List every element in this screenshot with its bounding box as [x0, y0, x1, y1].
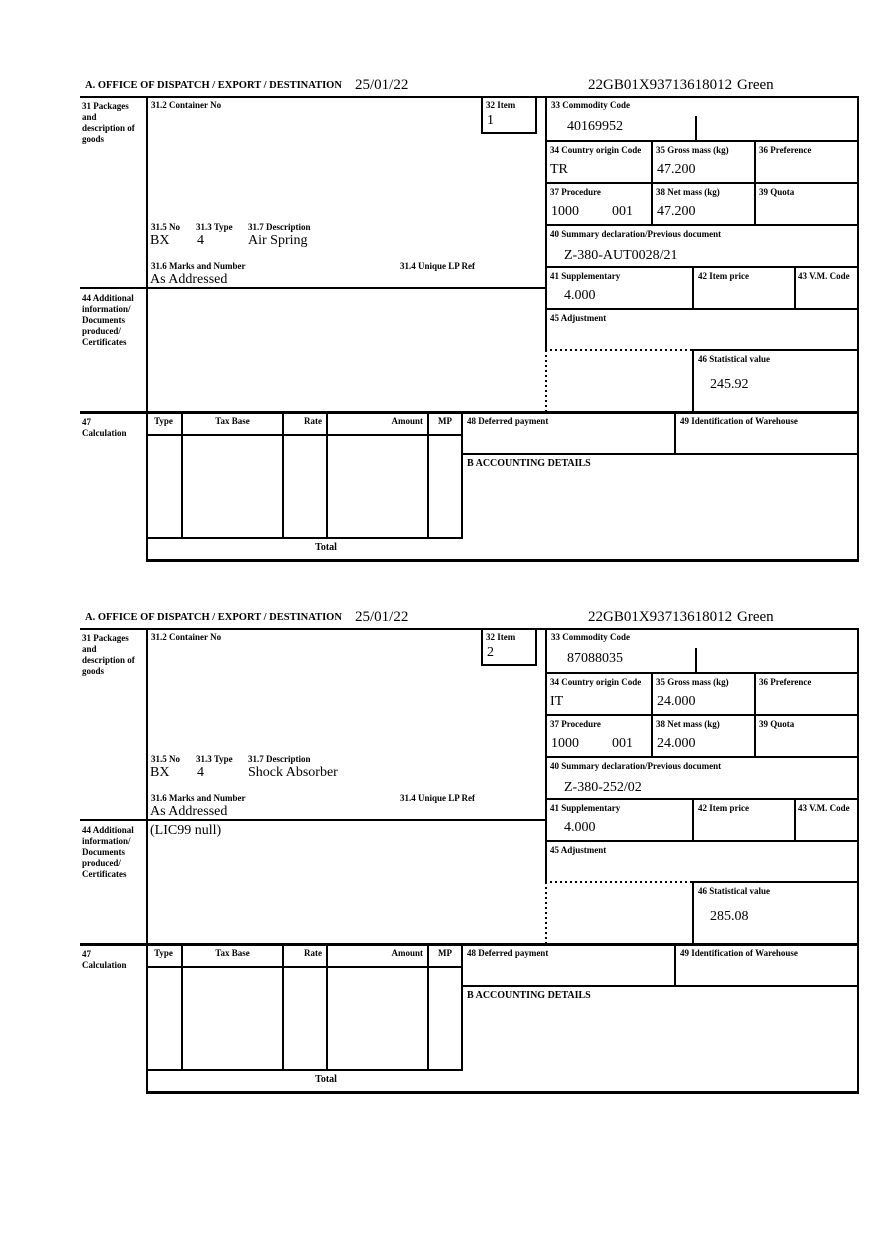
- table-right-border: [857, 628, 859, 1094]
- dotted-row-divider: [545, 881, 694, 883]
- vm-code-label: 43 V.M. Code: [798, 803, 850, 813]
- accounting-details-label: B ACCOUNTING DETAILS: [467, 990, 591, 1001]
- deferred-payment-label: 48 Deferred payment: [467, 948, 549, 958]
- calc-mp-header: MP: [438, 948, 452, 958]
- declaration-date: 25/01/22: [355, 609, 409, 625]
- calc-column-divider: [427, 411, 429, 538]
- commodity-code-value: 40169952: [567, 119, 623, 134]
- net-mass-value: 47.200: [657, 204, 696, 219]
- declaration-date: 25/01/22: [355, 77, 409, 93]
- column-divider: [794, 798, 796, 842]
- calc-column-divider: [181, 411, 183, 538]
- procedure-label: 37 Procedure: [550, 719, 601, 729]
- packages-description-label: 31 Packages and description of goods: [82, 101, 135, 144]
- supplementary-label: 41 Supplementary: [550, 803, 621, 813]
- supplementary-label: 41 Supplementary: [550, 271, 621, 281]
- row-divider: [545, 140, 859, 142]
- commodity-code-value: 87088035: [567, 651, 623, 666]
- calc-amount-header: Amount: [391, 948, 423, 958]
- unique-lp-ref-label: 31.4 Unique LP Ref: [400, 793, 476, 803]
- routing-status: Green: [737, 77, 774, 93]
- calc-column-divider: [326, 943, 328, 1070]
- container-no-label: 31.2 Container No: [151, 632, 222, 642]
- additional-information-value: (LIC99 null): [150, 823, 222, 838]
- calc-column-divider: [326, 411, 328, 538]
- declaration-item-section: [0, 532, 882, 1098]
- description-label: 31.7 Description: [248, 754, 311, 764]
- row-divider: [461, 453, 859, 455]
- country-origin-label: 34 Country origin Code: [550, 145, 642, 155]
- calc-column-divider: [282, 943, 284, 1070]
- procedure-label: 37 Procedure: [550, 187, 601, 197]
- item-number-value: 2: [487, 645, 494, 660]
- statistical-value-box-top: [692, 881, 859, 883]
- package-no-label: 31.5 No: [151, 754, 180, 764]
- table-top-border: [80, 96, 859, 98]
- office-of-dispatch-label: A. OFFICE OF DISPATCH / EXPORT / DESTINATION: [85, 80, 342, 91]
- statistical-value-box-top: [692, 349, 859, 351]
- warehouse-id-label: 49 Identification of Warehouse: [680, 416, 798, 426]
- country-origin-value: TR: [550, 162, 568, 177]
- marks-and-number-label: 31.6 Marks and Number: [151, 261, 246, 271]
- dotted-row-divider: [545, 349, 694, 351]
- row-divider: [545, 266, 859, 268]
- previous-document-value: Z-380-AUT0028/21: [564, 248, 678, 263]
- calc-column-divider: [461, 943, 463, 1070]
- unique-lp-ref-label: 31.4 Unique LP Ref: [400, 261, 476, 271]
- column-divider: [674, 411, 676, 455]
- declaration-item-section: [0, 0, 882, 566]
- table-top-border: [80, 628, 859, 630]
- calc-type-header: Type: [154, 948, 173, 958]
- calc-rate-header: Rate: [304, 416, 322, 426]
- column-divider: [692, 266, 694, 310]
- row-divider: [545, 798, 859, 800]
- vm-code-label: 43 V.M. Code: [798, 271, 850, 281]
- quota-label: 39 Quota: [759, 719, 795, 729]
- column-divider: [674, 943, 676, 987]
- commodity-code-label: 33 Commodity Code: [551, 632, 630, 642]
- country-origin-label: 34 Country origin Code: [550, 677, 642, 687]
- package-type-label: 31.3 Type: [196, 754, 233, 764]
- package-type-label: 31.3 Type: [196, 222, 233, 232]
- marks-and-number-value: As Addressed: [150, 272, 228, 287]
- table-right-border: [857, 96, 859, 562]
- calc-header-bottom-line: [146, 434, 463, 436]
- routing-status: Green: [737, 609, 774, 625]
- marks-and-number-value: As Addressed: [150, 804, 228, 819]
- calc-tax-base-header: Tax Base: [215, 416, 250, 426]
- goods-description-value: Shock Absorber: [248, 765, 338, 780]
- calc-column-divider: [427, 943, 429, 1070]
- item-number-label: 32 Item: [486, 632, 516, 642]
- commodity-code-subdivider: [695, 116, 697, 141]
- declaration-reference: 22GB01X93713618012: [588, 77, 733, 93]
- procedure-value: 1000: [551, 736, 579, 751]
- row-divider: [545, 672, 859, 674]
- package-count-value: BX: [150, 233, 170, 248]
- additional-information-label: 44 Additional information/ Documents produced/ Certificates: [82, 825, 134, 879]
- item-number-value: 1: [487, 113, 494, 128]
- calc-body-bottom-line: [146, 1069, 463, 1071]
- dotted-vertical-divider: [545, 882, 547, 944]
- statistical-value-label: 46 Statistical value: [698, 354, 770, 364]
- description-label: 31.7 Description: [248, 222, 311, 232]
- packages-description-label: 31 Packages and description of goods: [82, 633, 135, 676]
- row-divider: [545, 756, 859, 758]
- declaration-reference: 22GB01X93713618012: [588, 609, 733, 625]
- package-count-value: BX: [150, 765, 170, 780]
- office-of-dispatch-label: A. OFFICE OF DISPATCH / EXPORT / DESTINATION: [85, 612, 342, 623]
- statistical-value-value: 245.92: [710, 377, 749, 392]
- calc-mp-header: MP: [438, 416, 452, 426]
- deferred-payment-label: 48 Deferred payment: [467, 416, 549, 426]
- calc-rate-header: Rate: [304, 948, 322, 958]
- package-type-value: 4: [197, 233, 204, 248]
- calc-type-header: Type: [154, 416, 173, 426]
- preference-label: 36 Preference: [759, 677, 812, 687]
- gross-mass-label: 35 Gross mass (kg): [656, 145, 729, 155]
- adjustment-label: 45 Adjustment: [550, 845, 607, 855]
- column-divider: [794, 266, 796, 310]
- calc-amount-header: Amount: [391, 416, 423, 426]
- row-divider: [545, 308, 859, 310]
- gross-mass-label: 35 Gross mass (kg): [656, 677, 729, 687]
- net-mass-value: 24.000: [657, 736, 696, 751]
- row-divider: [545, 224, 859, 226]
- item-price-label: 42 Item price: [698, 803, 749, 813]
- marks-and-number-label: 31.6 Marks and Number: [151, 793, 246, 803]
- quota-label: 39 Quota: [759, 187, 795, 197]
- package-no-label: 31.5 No: [151, 222, 180, 232]
- statistical-value-label: 46 Statistical value: [698, 886, 770, 896]
- column-divider: [692, 798, 694, 842]
- accounting-details-label: B ACCOUNTING DETAILS: [467, 458, 591, 469]
- calc-tax-base-header: Tax Base: [215, 948, 250, 958]
- supplementary-value: 4.000: [564, 820, 596, 835]
- table-bottom-border: [146, 1091, 859, 1094]
- previous-document-value: Z-380-252/02: [564, 780, 642, 795]
- gross-mass-value: 47.200: [657, 162, 696, 177]
- calc-column-divider: [461, 411, 463, 538]
- calc-column-divider: [282, 411, 284, 538]
- supplementary-value: 4.000: [564, 288, 596, 303]
- table-left-border: [146, 96, 148, 562]
- previous-document-label: 40 Summary declaration/Previous document: [550, 761, 722, 771]
- net-mass-label: 38 Net mass (kg): [656, 719, 720, 729]
- preference-label: 36 Preference: [759, 145, 812, 155]
- row-divider: [545, 182, 859, 184]
- warehouse-id-label: 49 Identification of Warehouse: [680, 948, 798, 958]
- statistical-value-box-left: [692, 349, 694, 412]
- additional-information-label: 44 Additional information/ Documents produced/ Certificates: [82, 293, 134, 347]
- container-no-label: 31.2 Container No: [151, 100, 222, 110]
- goods-right-divider: [545, 96, 547, 350]
- commodity-code-subdivider: [695, 648, 697, 673]
- dotted-vertical-divider: [545, 350, 547, 412]
- gross-mass-value: 24.000: [657, 694, 696, 709]
- adjustment-label: 45 Adjustment: [550, 313, 607, 323]
- calculation-top-border: [80, 943, 859, 946]
- marks-separator-line: [80, 287, 547, 289]
- statistical-value-box-left: [692, 881, 694, 944]
- goods-right-divider: [545, 628, 547, 882]
- procedure-suffix-value: 001: [612, 736, 633, 751]
- total-label: Total: [315, 1074, 337, 1085]
- total-label: Total: [315, 542, 337, 553]
- row-divider: [461, 985, 859, 987]
- net-mass-label: 38 Net mass (kg): [656, 187, 720, 197]
- row-divider: [545, 840, 859, 842]
- calculation-label: 47 Calculation: [82, 949, 127, 970]
- marks-separator-line: [80, 819, 547, 821]
- calc-header-bottom-line: [146, 966, 463, 968]
- row-divider: [545, 714, 859, 716]
- country-origin-value: IT: [550, 694, 564, 709]
- procedure-value: 1000: [551, 204, 579, 219]
- calculation-top-border: [80, 411, 859, 414]
- table-left-border: [146, 628, 148, 1094]
- calculation-label: 47 Calculation: [82, 417, 127, 438]
- commodity-code-label: 33 Commodity Code: [551, 100, 630, 110]
- item-price-label: 42 Item price: [698, 271, 749, 281]
- statistical-value-value: 285.08: [710, 909, 749, 924]
- goods-description-value: Air Spring: [248, 233, 308, 248]
- previous-document-label: 40 Summary declaration/Previous document: [550, 229, 722, 239]
- item-number-label: 32 Item: [486, 100, 516, 110]
- procedure-suffix-value: 001: [612, 204, 633, 219]
- calc-column-divider: [181, 943, 183, 1070]
- package-type-value: 4: [197, 765, 204, 780]
